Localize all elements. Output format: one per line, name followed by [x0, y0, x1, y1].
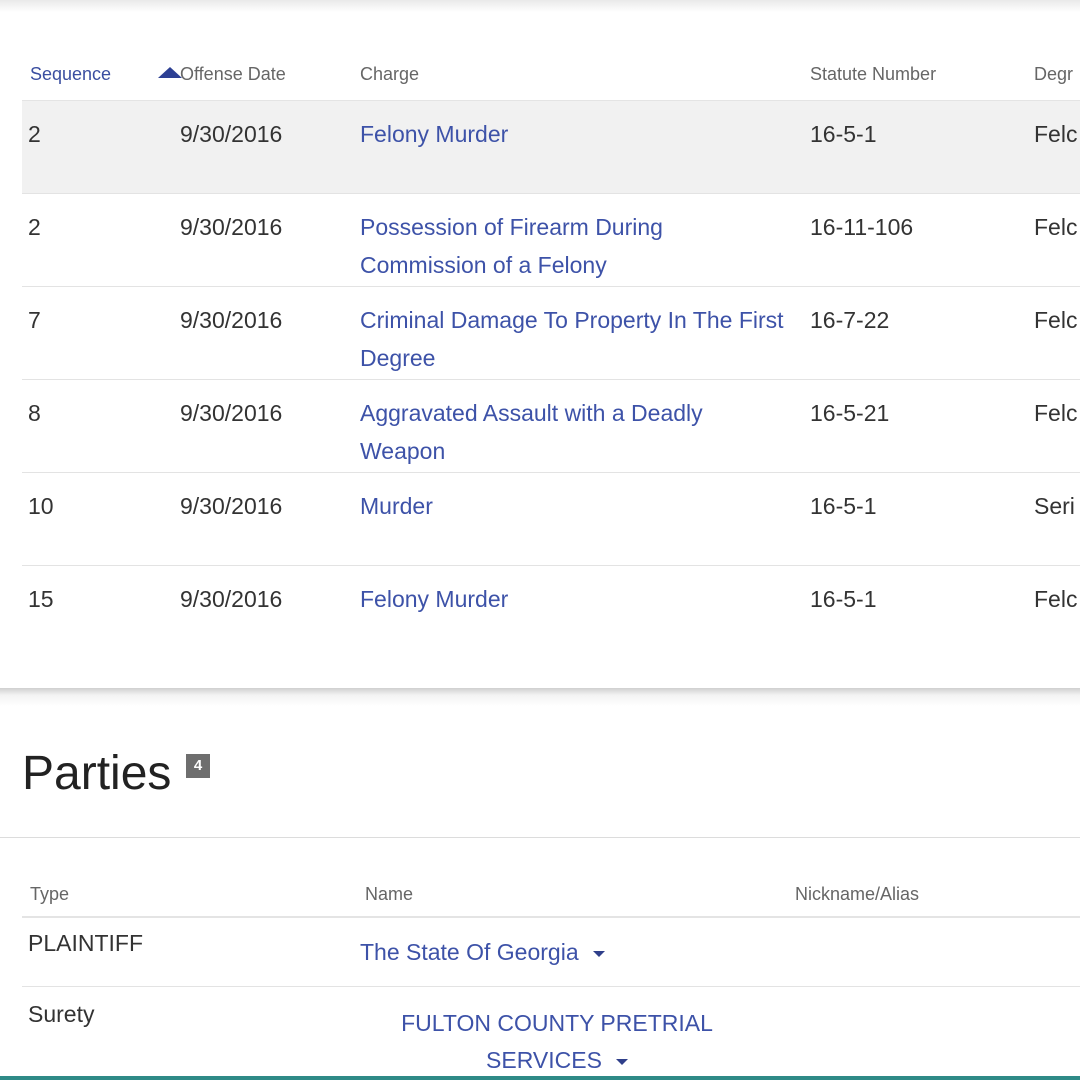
party-row [22, 987, 1080, 1077]
offense-date-cell: 9/30/2016 [180, 493, 283, 519]
charge-link[interactable]: Possession of Firearm During Commission of a Felony [360, 214, 663, 278]
charge-link[interactable]: Felony Murder [360, 586, 509, 612]
charge-link[interactable]: Aggravated Assault with a Deadly Weapon [360, 400, 703, 464]
degree-cell: Seri [1034, 493, 1075, 519]
table-row [22, 473, 1080, 566]
charges-table-header [22, 0, 1080, 102]
sequence-cell: 7 [28, 307, 41, 333]
section-divider [0, 688, 1080, 706]
statute-cell: 16-5-1 [810, 586, 877, 612]
table-row [22, 380, 1080, 473]
party-name-dropdown[interactable] [372, 1005, 742, 1079]
table-row [22, 566, 1080, 658]
charge-link[interactable]: Criminal Damage To Property In The First Degree [360, 307, 784, 371]
statute-cell: 16-5-1 [810, 493, 877, 519]
statute-cell: 16-5-1 [810, 121, 877, 147]
degree-cell: Felc [1034, 400, 1078, 426]
column-header-name[interactable]: Name [365, 884, 414, 904]
sequence-cell: 2 [28, 214, 41, 240]
offense-date-cell: 9/30/2016 [180, 307, 283, 333]
sequence-cell: 10 [28, 493, 54, 519]
statute-cell: 16-5-21 [810, 400, 890, 426]
statute-cell: 16-11-106 [810, 214, 914, 240]
parties-table-header [22, 876, 1080, 918]
column-header-degree[interactable]: Degr [1034, 64, 1074, 84]
column-header-statute-number[interactable]: Statute Number [810, 64, 937, 84]
party-type-cell: Surety [28, 1001, 95, 1027]
party-name-label: FULTON COUNTY PRETRIAL SERVICES [401, 1010, 713, 1073]
sequence-cell: 8 [28, 400, 41, 426]
party-name-dropdown[interactable] [360, 934, 605, 971]
caret-down-icon[interactable] [616, 1059, 628, 1065]
column-header-type[interactable]: Type [30, 884, 70, 904]
column-header-offense-date[interactable]: Offense Date [180, 64, 286, 84]
parties-divider [0, 837, 1080, 838]
party-row [22, 918, 1080, 987]
offense-date-cell: 9/30/2016 [180, 214, 283, 240]
statute-cell: 16-7-22 [810, 307, 890, 333]
sequence-cell: 2 [28, 121, 41, 147]
parties-heading: Parties [22, 747, 172, 800]
party-name-label: The State Of Georgia [360, 939, 579, 965]
bottom-accent-bar [0, 1076, 1080, 1080]
table-row [22, 287, 1080, 380]
column-header-alias[interactable]: Nickname/Alias [795, 884, 920, 904]
offense-date-cell: 9/30/2016 [180, 586, 283, 612]
caret-down-icon[interactable] [593, 951, 605, 957]
offense-date-cell: 9/30/2016 [180, 400, 283, 426]
degree-cell: Felc [1034, 307, 1078, 333]
party-type-cell: PLAINTIFF [28, 930, 144, 956]
charge-link[interactable]: Felony Murder [360, 121, 509, 147]
parties-count-badge: 4 [186, 754, 210, 778]
degree-cell: Felc [1034, 214, 1078, 240]
column-header-sequence[interactable]: Sequence [30, 64, 112, 84]
degree-cell: Felc [1034, 586, 1078, 612]
offense-date-cell: 9/30/2016 [180, 121, 283, 147]
degree-cell: Felc [1034, 121, 1078, 147]
table-row [22, 101, 1080, 194]
sort-ascending-icon[interactable] [158, 67, 182, 78]
sequence-cell: 15 [28, 586, 54, 612]
charge-link[interactable]: Murder [360, 493, 433, 519]
table-row [22, 194, 1080, 287]
column-header-charge[interactable]: Charge [360, 64, 420, 84]
